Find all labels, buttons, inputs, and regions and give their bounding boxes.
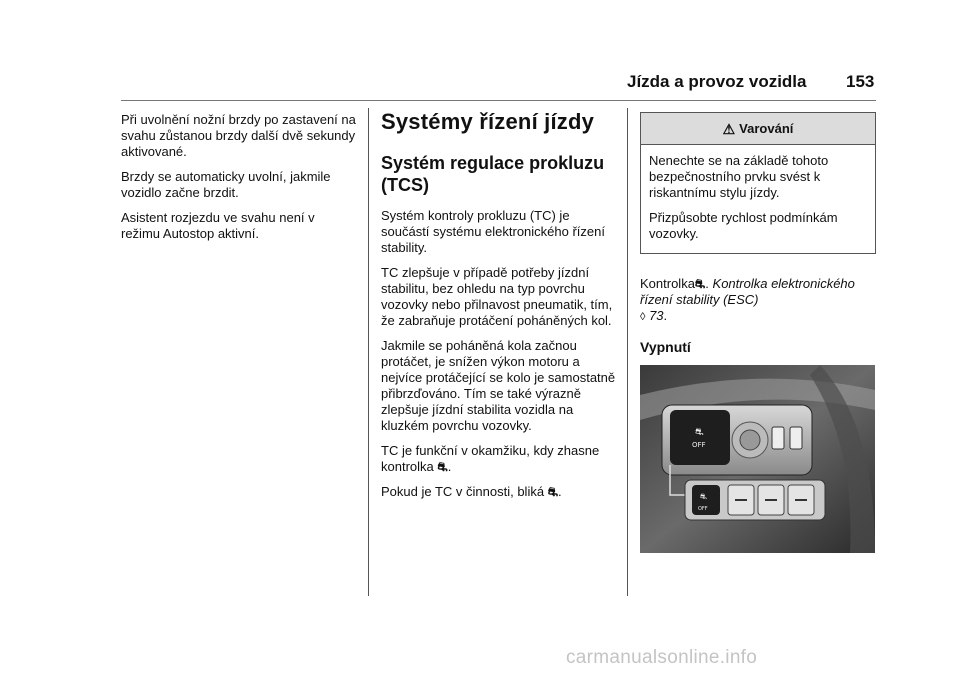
paragraph: Přizpůsobte rychlost podmínkám vozovky. (649, 210, 838, 241)
warning-triangle-icon: ⚠ (722, 120, 736, 137)
period: . (558, 484, 562, 499)
paragraph (381, 443, 616, 475)
paragraph: Asistent rozjezdu ve svahu není v režimu Autostop aktivní. (121, 210, 315, 241)
period: . (447, 459, 452, 474)
running-title: Jízda a provoz vozidla (627, 72, 807, 91)
column-1 (121, 112, 357, 251)
paragraph: Při uvolnění nožní brzdy po zastavení na svahu zůstanou brzdy další dvě sekundy aktivované. (121, 112, 356, 159)
bottom-button-label: OFF (698, 506, 708, 512)
top-button-label: OFF (692, 441, 706, 449)
thumbwheel-1 (772, 427, 784, 449)
cross-reference (640, 276, 876, 325)
dashboard-switch-photo (640, 365, 875, 553)
header-rule (121, 100, 876, 101)
thumbwheel-2 (790, 427, 802, 449)
paragraph: Brzdy se automaticky uvolní, jakmile vozidlo začne brzdit. (121, 169, 331, 200)
paragraph: Jakmile se poháněná kola začnou protáčet, je snížen výkon motoru a nejvíce protáčející se kolo je samostatně přibrzďováno. Tím se také výrazně zlepšuje jízdní stabilita vozidla na kluzkém povrchu vozovky. (381, 338, 616, 433)
column-divider-2 (627, 108, 628, 596)
ref-link[interactable]: Kontrolka elektronického řízení stability (ESC) (640, 276, 855, 307)
paragraph-text: Pokud je TC v činnosti, bliká (381, 484, 545, 499)
warning-header (641, 113, 875, 145)
subheading: Vypnutí (640, 339, 691, 355)
photo-svg (640, 365, 875, 553)
paragraph-text: TC je funkční v okamžiku, kdy zhasne kontrolka (381, 443, 600, 474)
column-3 (640, 112, 876, 553)
skid-car-icon: ⛐ (694, 277, 706, 291)
skid-car-icon: ⛐ (547, 485, 559, 499)
ref-end: . (663, 308, 668, 323)
warning-box (640, 112, 876, 254)
watermark: carmanualsonline.info (566, 647, 758, 668)
paragraph: Nenechte se na základě tohoto bezpečnostního prvku svést k riskantnímu stylu jízdy. (649, 153, 829, 200)
ref-page[interactable]: 73 (649, 308, 664, 323)
subsection-title: Systém regulace prokluzu (TCS) (381, 153, 605, 195)
top-button-symbol: ⛐ (695, 427, 704, 438)
column-2 (381, 108, 616, 509)
page-ref-arrow-icon: ◊ (640, 311, 646, 323)
section-title: Systémy řízení jízdy (381, 109, 595, 134)
ref-prefix: Kontrolka (640, 276, 695, 291)
light-knob-center (740, 430, 760, 450)
paragraph: TC zlepšuje v případě potřeby jízdní stabilitu, bez ohledu na typ povrchu vozovky nebo přilnavost pneumatik, tím, že zabraňuje protáčení poháněných kol. (381, 265, 613, 328)
column-divider-1 (368, 108, 369, 596)
paragraph: Systém kontroly prokluzu (TC) je součástí systému elektronického řízení stability. (381, 208, 605, 255)
ref-dot: . (705, 276, 709, 291)
paragraph (381, 484, 616, 500)
warning-title: Varování (739, 120, 794, 136)
skid-car-icon: ⛐ (437, 460, 448, 474)
page-number: 153 (846, 72, 875, 91)
warning-body (641, 145, 875, 253)
page-header (0, 72, 960, 100)
bottom-button-symbol: ⛐ (700, 492, 707, 501)
